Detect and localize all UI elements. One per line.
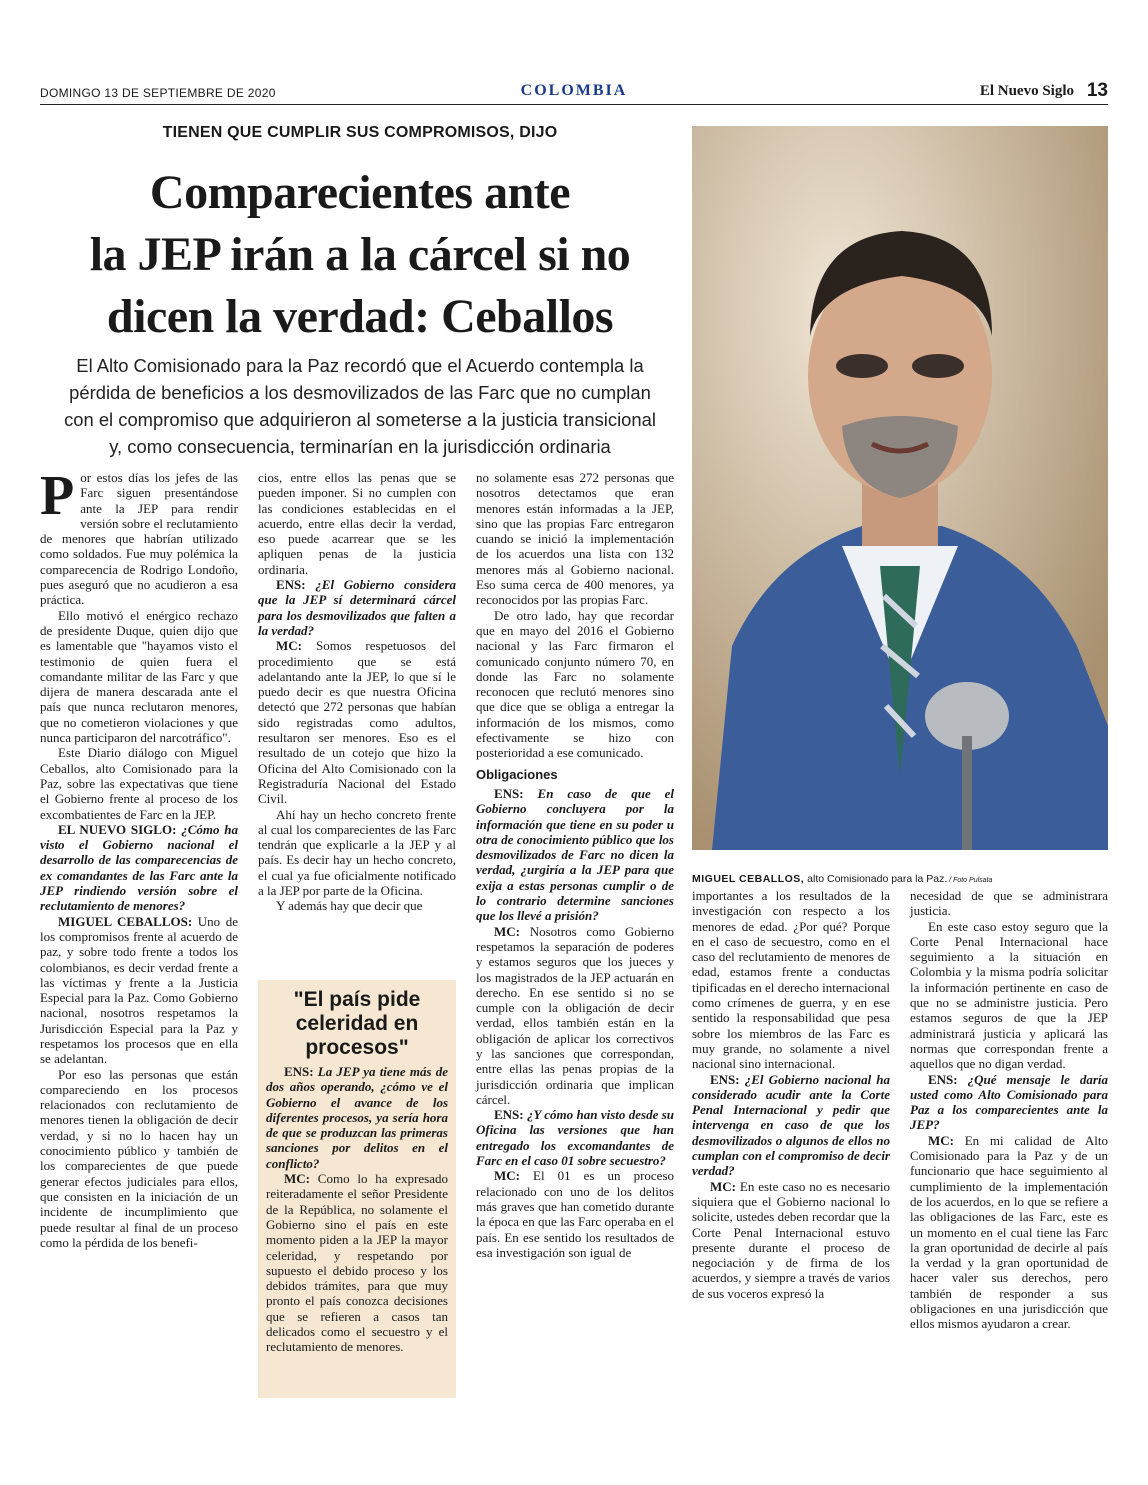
question [40,822,238,914]
question [910,1072,1108,1133]
article-column-5 [910,888,1108,1332]
answer-text: En mi calidad de Alto Comisionado para la Paz y de un funcionario que hace seguimiento al cumplimiento de la implementación de los acuerdos, en lo que se refiere a las obligaciones de las Farc, este es un momento en el cual tiene las Farc la gran oportunidad de decirle al país la verdad y la gran oportunidad de hacer valer sus derechos, pero también de responder a sus obligaciones en una jurisdicción que ellos mismos ayudaron a crear. [910,1132,1108,1332]
speaker-tag: MIGUEL CEBALLOS: [58,913,193,929]
drop-cap: P [40,465,75,527]
subheading: Obligaciones [476,766,558,782]
paragraph: necesidad de que se administrara justicia. [910,888,1108,919]
speaker-tag: EL NUEVO SIGLO: [58,821,177,837]
deck-line: y, como consecuencia, terminarían en la jurisdicción ordinaria [109,436,611,457]
headline-line: dicen la verdad: Ceballos [106,290,614,343]
answer-text: Como lo ha expresado reiteradamente el señor Presidente de la República, no solamente el Gobierno sino el país en este momento piden a la JEP la mayor celeridad, y respetando por supuesto el debido proceso y los debidos trámites, para que muy pronto el país conozca decisiones que se refieren a casos tan delicados como el secuestro y el reclutamiento de menores. [266,1171,448,1355]
speaker-tag: MC: [276,638,302,654]
answer [40,914,238,1067]
speaker-tag: MC: [710,1178,736,1194]
speaker-tag: ENS: [284,1064,314,1079]
answer-text: Somos respetuosos del procedimiento que se está adelantando ante la JEP, lo que sí le puedo decir es que nuestra Oficina detectó que 272 personas que habían sido registradas como adultos, resultaron ser menores. Eso es el resultado de un cotejo que hizo la Oficina del Alto Comisionado con la Registraduría Nacional del Estado Civil. [258,638,456,807]
deck [40,352,680,460]
paragraph: no solamente esas 272 personas que nosotros detectamos que eran menores están informadas a la JEP, sino que las propias Farc entregaron cuando se inició la implementación de los acuerdos una lista con 132 menores más al Gobierno nacional. Eso suma cerca de 400 menores, ya reconocidos por las propias Farc. [476,470,674,608]
answer [476,1168,674,1260]
speaker-tag: MC: [494,923,520,939]
article-column-4 [692,888,890,1301]
question-text: ¿El Gobierno considera que la JEP sí determinará cárcel para los desmovilizados que falten a la verdad? [258,577,456,638]
section-name: COLOMBIA [520,82,628,99]
question-text: ¿El Gobierno nacional ha considerado acudir ante la Corte Penal Internacional y pedir que intervenga en caso de que los desmovilizados o algunos de ellos no cumplan con el compromiso de decir verdad? [692,1071,890,1179]
paragraph: Por eso las personas que están compareciendo en los procesos relacionados con reclutamiento de menores tienen la obligación de decir verdad, y si no lo hacen hay un conocimiento público y también de los comparecientes de que puede generar efectos judiciales para ellos, que consisten en la iniciación de un incidente de incumplimiento que puede resultar al final de un proceso como la pérdida de los benefi- [40,1066,238,1250]
answer [692,1179,890,1301]
caption-name: MIGUEL CEBALLOS, [692,873,805,885]
photo-credit: / Foto Pulsata [947,877,993,884]
speaker-tag: ENS: [928,1071,958,1087]
article-column-3 [476,470,674,1260]
speaker-tag: ENS: [710,1071,740,1087]
speaker-tag: MC: [494,1168,520,1184]
edition-date: DOMINGO 13 DE SEPTIEMBRE DE 2020 [40,86,276,100]
speaker-tag: ENS: [494,1107,524,1123]
article-column-2 [258,470,456,914]
answer-text: Uno de los compromisos frente al acuerdo de paz, y sobre todo frente a todos los colombianos, es decir verdad frente a las víctimas y frente a la Justicia Especial para la Paz. Como Gobierno nacional, nosotros respetamos la Jurisdicción Especial para la Paz y respetamos los procesos que en ella se adelantan. [40,913,238,1067]
question-text: ¿Qué mensaje le daría usted como Alto Comisionado para Paz a los comparecientes ante la JEP? [910,1071,1108,1133]
paragraph: Y además hay que decir que [276,898,423,914]
kicker: TIENEN QUE CUMPLIR SUS COMPROMISOS, DIJO [162,124,558,141]
page-number: 13 [1086,80,1108,101]
speaker-tag: ENS: [494,785,524,801]
answer [266,1171,448,1355]
question [258,577,456,638]
question [476,1107,674,1168]
question-text: ¿Cómo ha visto el Gobierno nacional el desarrollo de las comparecencias de ex comandantes de las Farc ante la JEP rindiendo versión sobre el reclutamiento de menores? [40,821,238,914]
answer-text: Nosotros como Gobierno respetamos la separación de poderes y estamos seguros que los jueces y los magistrados de la JEP actuarán en derecho. En ese sentido si no se cumple con la obligación de decir verdad, ellos también están en la obligación de aplicar los correctivos y las sanciones que correspondan, entre ellas las penas propias de la jurisdicción ordinaria que implican cárcel. [476,923,674,1107]
question [266,1064,448,1171]
paragraph: En este caso estoy seguro que la Corte Penal Internacional hace seguimiento a la situación en Colombia y la misma podría solicitar la información pertinente en caso de que no se administre justicia. Pero estamos seguros de que la JEP administrará justicia y aplicará las normas que correspondan frente a aquellos que no digan verdad. [910,918,1108,1072]
question [476,786,674,924]
sidebar-title: "El país pide celeridad en procesos" [293,988,421,1059]
photo-caption [692,873,1108,885]
paragraph: Por estos días los jefes de las Farc siguen presentándose ante la JEP para rendir versión sobre el reclutamiento de menores que habrían utilizado como soldados. Fue muy polémica la comparecencia de Rodrigo Londoño, pues aseguró que no acudieron a esa práctica. [40,465,238,608]
newspaper-name: El Nuevo Siglo [979,83,1074,99]
speaker-tag: MC: [928,1132,954,1148]
deck-line: El Alto Comisionado para la Paz recordó que el Acuerdo contempla la [76,355,644,376]
paragraph: importantes a los resultados de la investigación con respecto a los menores de edad. ¿Por qué? Porque en el caso de secuestro, como en el caso del reclutamiento de menores de edad, estamos frente a conductas tipificadas en el derecho internacional como crímenes de guerra, y en ese sentido la responsabilidad que pesa sobre los miembros de las Farc es muy grande, no solamente a nivel nacional sino internacional. [692,888,890,1072]
speaker-tag: ENS: [276,577,306,593]
portrait-illustration [692,126,1108,850]
header-rule [40,104,1108,105]
caption-text: alto Comisionado para la Paz. [804,873,948,885]
answer [910,1133,1108,1332]
paragraph: Ahí hay un hecho concreto frente al cual los comparecientes de las Farc tendrán que explicarle a la JEP y al país. Es decir hay un hecho concreto, el cual ya fue oficialmente notificado a la JEP por parte de la Oficina. [258,806,456,899]
deck-line: con el compromiso que adquirieron al someterse a la justicia transicional [64,409,656,430]
deck-line: pérdida de beneficios a los desmovilizados de las Farc que no cumplan [69,382,651,403]
answer [258,638,456,806]
answer [476,924,674,1108]
sidebar-body [258,1064,456,1355]
sidebar-box [258,980,456,1398]
question [692,1072,890,1179]
answer-text: El 01 es un proceso relacionado con uno de los delitos más graves que han cometido durante la época en que las Farc operaba en el país. En ese sentido los resultados de esa investigación son igual de [476,1168,674,1260]
paragraph: Este Diario diálogo con Miguel Ceballos, alto Comisionado para la Paz, sobre las expectativas que tiene el Gobierno frente al proceso de los excombatientes de Farc en la JEP. [40,745,238,822]
paragraph: Ello motivó el enérgico rechazo de presidente Duque, quien dijo que es lamentable que "hayamos visto el testimonio de quien fuera el comandante militar de las Farc y que dijera de manera descarada ante el país que nunca reclutaron menores, que no cometieron violaciones y que nunca participaron del narcotráfico". [40,607,238,746]
headline-line: la JEP irán a la cárcel si no [89,228,631,281]
headline [40,162,680,348]
article-column-1 [40,465,238,1250]
headline-line: Comparecientes ante [149,166,571,219]
question-text: ¿Y cómo han visto desde su Oficina las versiones que han entregado los excomandantes de Farc en el caso 01 sobre secuestro? [476,1107,674,1169]
question-text: En caso de que el Gobierno concluyera por la información que tiene en su poder u otra de conocimiento público que los desmovilizados de Farc no dicen la verdad, ¿urgiría a la JEP para que exija a estas personas cumplir o de lo contrario determine sanciones que los llevé a prisión? [476,785,674,924]
answer-text: En este caso no es necesario siquiera que el Gobierno nacional lo solicite, ustedes deben recordar que la Corte Penal Internacional estuvo presente durante el proceso de negociación y de firma de los acuerdos, y siempre a través de varios de sus voceros expresó la [692,1178,890,1301]
paragraph: De otro lado, hay que recordar que en mayo del 2016 el Gobierno nacional y las Farc firmaron el comunicado conjunto número 70, en donde las Farc no solamente reconocen que reclutó menores sino que dice que se obliga a entregar la información de los mismos, como efectivamente se hizo con posterioridad a ese comunicado. [476,607,674,761]
paragraph: cios, entre ellos las penas que se pueden imponer. Si no cumplen con las condiciones establecidas en el acuerdo, entre ellas decir la verdad, eso puede acarrear que se les apliquen penas de la justicia ordinaria. [258,470,456,577]
question-text: La JEP ya tiene más de dos años operando, ¿cómo ve el Gobierno el avance de los diferentes procesos, ya sería hora de que se produzcan las primeras sanciones por delitos en el conflicto? [266,1064,448,1171]
speaker-tag: MC: [284,1171,310,1187]
portrait-photo [692,126,1108,850]
